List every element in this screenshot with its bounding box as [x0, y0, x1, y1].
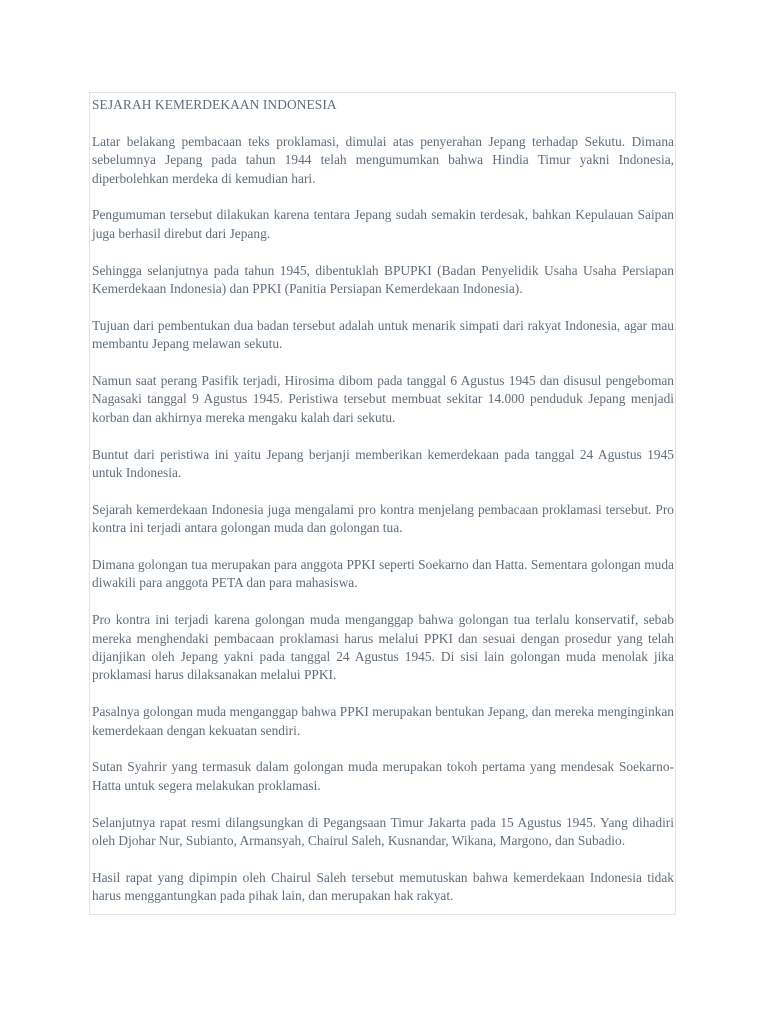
- document-title: SEJARAH KEMERDEKAAN INDONESIA: [92, 97, 337, 112]
- paragraph: Pro kontra ini terjadi karena golongan muda menganggap bahwa golongan tua terlalu konservatif, sebab mereka menghendaki pembacaan proklamasi harus melalui PPKI dan sesuai dengan prosedur yang telah dijanjikan oleh Jepang yakni pada tanggal 24 Agustus 1945. Di sisi lain golongan muda menolak jika proklamasi harus dilaksanakan melalui PPKI.: [92, 612, 674, 683]
- paragraph: Latar belakang pembacaan teks proklamasi, dimulai atas penyerahan Jepang terhadap Sekutu. Dimana sebelumnya Jepang pada tahun 1944 telah mengumumkan bahwa Hindia Timur yakni Indonesia, diperbolehkan merdeka di kemudian hari.: [92, 133, 674, 186]
- paragraph: Tujuan dari pembentukan dua badan tersebut adalah untuk menarik simpati dari rakyat Indonesia, agar mau membantu Jepang melawan sekutu.: [92, 317, 674, 352]
- document-text-frame: [89, 92, 676, 915]
- paragraph: Selanjutnya rapat resmi dilangsungkan di Pegangsaan Timur Jakarta pada 15 Agustus 1945. Yang dihadiri oleh Djohar Nur, Subianto, Armansyah, Chairul Saleh, Kusnandar, Wikana, Margono, dan Subadio.: [92, 814, 674, 849]
- paragraph: Sutan Syahrir yang termasuk dalam golongan muda merupakan tokoh pertama yang mendesak Soekarno-Hatta untuk segera melakukan proklamasi.: [92, 759, 674, 793]
- paragraph: Dimana golongan tua merupakan para anggota PPKI seperti Soekarno dan Hatta. Sementara golongan muda diwakili para anggota PETA dan para mahasiswa.: [92, 557, 674, 591]
- paragraph: Pasalnya golongan muda menganggap bahwa PPKI merupakan bentukan Jepang, dan mereka menginginkan kemerdekaan dengan kekuatan sendiri.: [92, 704, 674, 738]
- paragraph: Buntut dari peristiwa ini yaitu Jepang berjanji memberikan kemerdekaan pada tanggal 24 Agustus 1945 untuk Indonesia.: [92, 446, 674, 481]
- paragraph: Pengumuman tersebut dilakukan karena tentara Jepang sudah semakin terdesak, bahkan Kepulauan Saipan juga berhasil direbut dari Jepang.: [92, 207, 674, 241]
- paragraph: Sejarah kemerdekaan Indonesia juga mengalami pro kontra menjelang pembacaan proklamasi tersebut. Pro kontra ini terjadi antara golongan muda dan golongan tua.: [92, 501, 674, 536]
- paragraph: Hasil rapat yang dipimpin oleh Chairul Saleh tersebut memutuskan bahwa kemerdekaan Indonesia tidak harus menggantungkan pada pihak lain, dan merupakan hak rakyat.: [92, 869, 674, 904]
- paragraph: Namun saat perang Pasifik terjadi, Hirosima dibom pada tanggal 6 Agustus 1945 dan disusul pengeboman Nagasaki tanggal 9 Agustus 1945. Peristiwa tersebut membuat sekitar 14.000 penduduk Jepang menjadi korban dan akhirnya mereka mengaku kalah dari sekutu.: [92, 373, 674, 425]
- paragraph: Sehingga selanjutnya pada tahun 1945, dibentuklah BPUPKI (Badan Penyelidik Usaha Usaha Persiapan Kemerdekaan Indonesia) dan PPKI (Panitia Persiapan Kemerdekaan Indonesia).: [92, 262, 674, 297]
